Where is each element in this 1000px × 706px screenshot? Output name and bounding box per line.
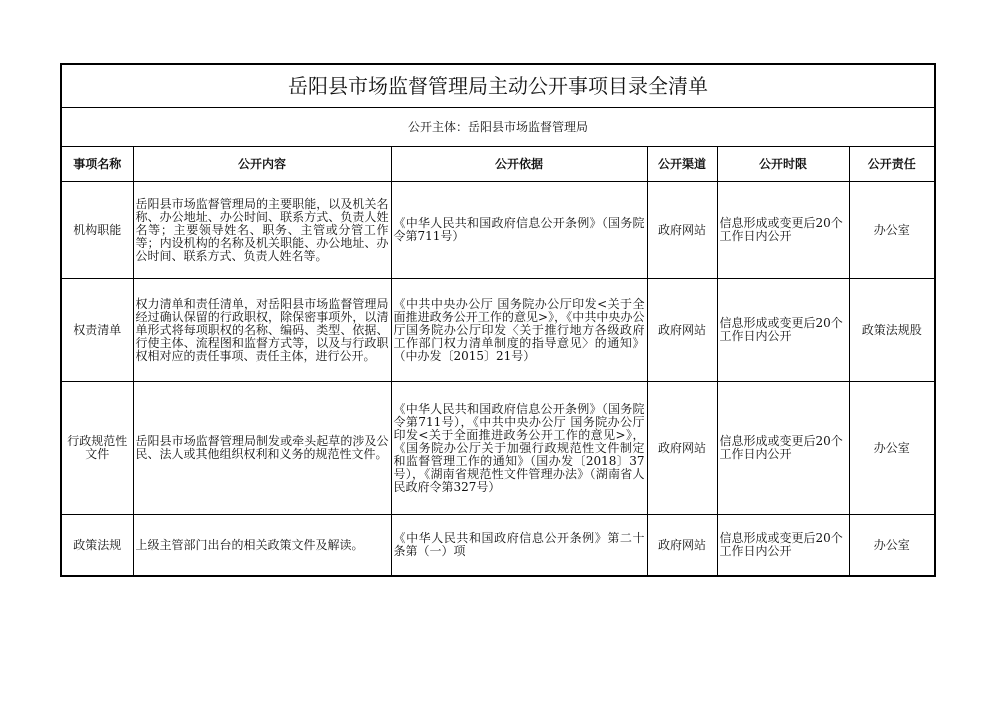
row-item-name: 权责清单 <box>61 279 133 382</box>
row-channel: 政府网站 <box>647 382 717 515</box>
header-responsibility: 公开责任 <box>849 147 935 182</box>
catalog-table <box>60 63 936 577</box>
header-basis: 公开依据 <box>391 147 647 182</box>
row-basis: 《中华人民共和国政府信息公开条例》（国务院令第711号） <box>391 182 647 279</box>
row-time-limit: 信息形成或变更后20个工作日内公开 <box>717 382 849 515</box>
row-item-name: 机构职能 <box>61 182 133 279</box>
row-time-limit: 信息形成或变更后20个工作日内公开 <box>717 279 849 382</box>
row-item-name: 行政规范性文件 <box>61 382 133 515</box>
table-row <box>61 182 935 279</box>
row-time-limit: 信息形成或变更后20个工作日内公开 <box>717 515 849 577</box>
row-basis: 《中共中央办公厅 国务院办公厅印发<关于全面推进政务公开工作的意见>》，《中共中央办公厅国务院办公厅印发〈关于推行地方各级政府工作部门权力清单制度的指导意见〉的通知》（中办发〔2015〕21号） <box>391 279 647 382</box>
table-row <box>61 279 935 382</box>
row-responsibility: 办公室 <box>849 182 935 279</box>
row-responsibility: 办公室 <box>849 515 935 577</box>
row-responsibility: 政策法规股 <box>849 279 935 382</box>
row-content: 岳阳县市场监督管理局制发或牵头起草的涉及公民、法人或其他组织权利和义务的规范性文件。 <box>133 382 391 515</box>
table-header-row <box>61 147 935 182</box>
header-channel: 公开渠道 <box>647 147 717 182</box>
row-channel: 政府网站 <box>647 279 717 382</box>
row-channel: 政府网站 <box>647 515 717 577</box>
publishing-subject: 公开主体：岳阳县市场监督管理局 <box>61 108 935 147</box>
row-basis: 《中华人民共和国政府信息公开条例》（国务院令第711号），《中共中央办公厅 国务院办公厅印发<关于全面推进政务公开工作的意见>》，《国务院办公厅关于加强行政规范性文件制定和监督管理工作的通知》（国办发〔2018〕37号），《湖南省规范性文件管理办法》（湖南省人民政府令第327号） <box>391 382 647 515</box>
table-row <box>61 382 935 515</box>
row-channel: 政府网站 <box>647 182 717 279</box>
row-basis: 《中华人民共和国政府信息公开条例》第二十条第（一）项 <box>391 515 647 577</box>
row-item-name: 政策法规 <box>61 515 133 577</box>
page-title: 岳阳县市场监督管理局主动公开事项目录全清单 <box>61 64 935 108</box>
row-content: 权力清单和责任清单，对岳阳县市场监督管理局经过确认保留的行政职权，除保密事项外，以清单形式将每项职权的名称、编码、类型、依据、行使主体、流程图和监督方式等，以及与行政职权相对应的责任事项、责任主体，进行公开。 <box>133 279 391 382</box>
table-row <box>61 515 935 577</box>
row-responsibility: 办公室 <box>849 382 935 515</box>
header-item-name: 事项名称 <box>61 147 133 182</box>
header-time-limit: 公开时限 <box>717 147 849 182</box>
catalog-sheet <box>60 63 934 577</box>
row-time-limit: 信息形成或变更后20个工作日内公开 <box>717 182 849 279</box>
row-content: 岳阳县市场监督管理局的主要职能，以及机关名称、办公地址、办公时间、联系方式、负责人姓名等；主要领导姓名、职务、主管或分管工作等；内设机构的名称及机关职能、办公地址、办公时间、联系方式、负责人姓名等。 <box>133 182 391 279</box>
header-content: 公开内容 <box>133 147 391 182</box>
row-content: 上级主管部门出台的相关政策文件及解读。 <box>133 515 391 577</box>
